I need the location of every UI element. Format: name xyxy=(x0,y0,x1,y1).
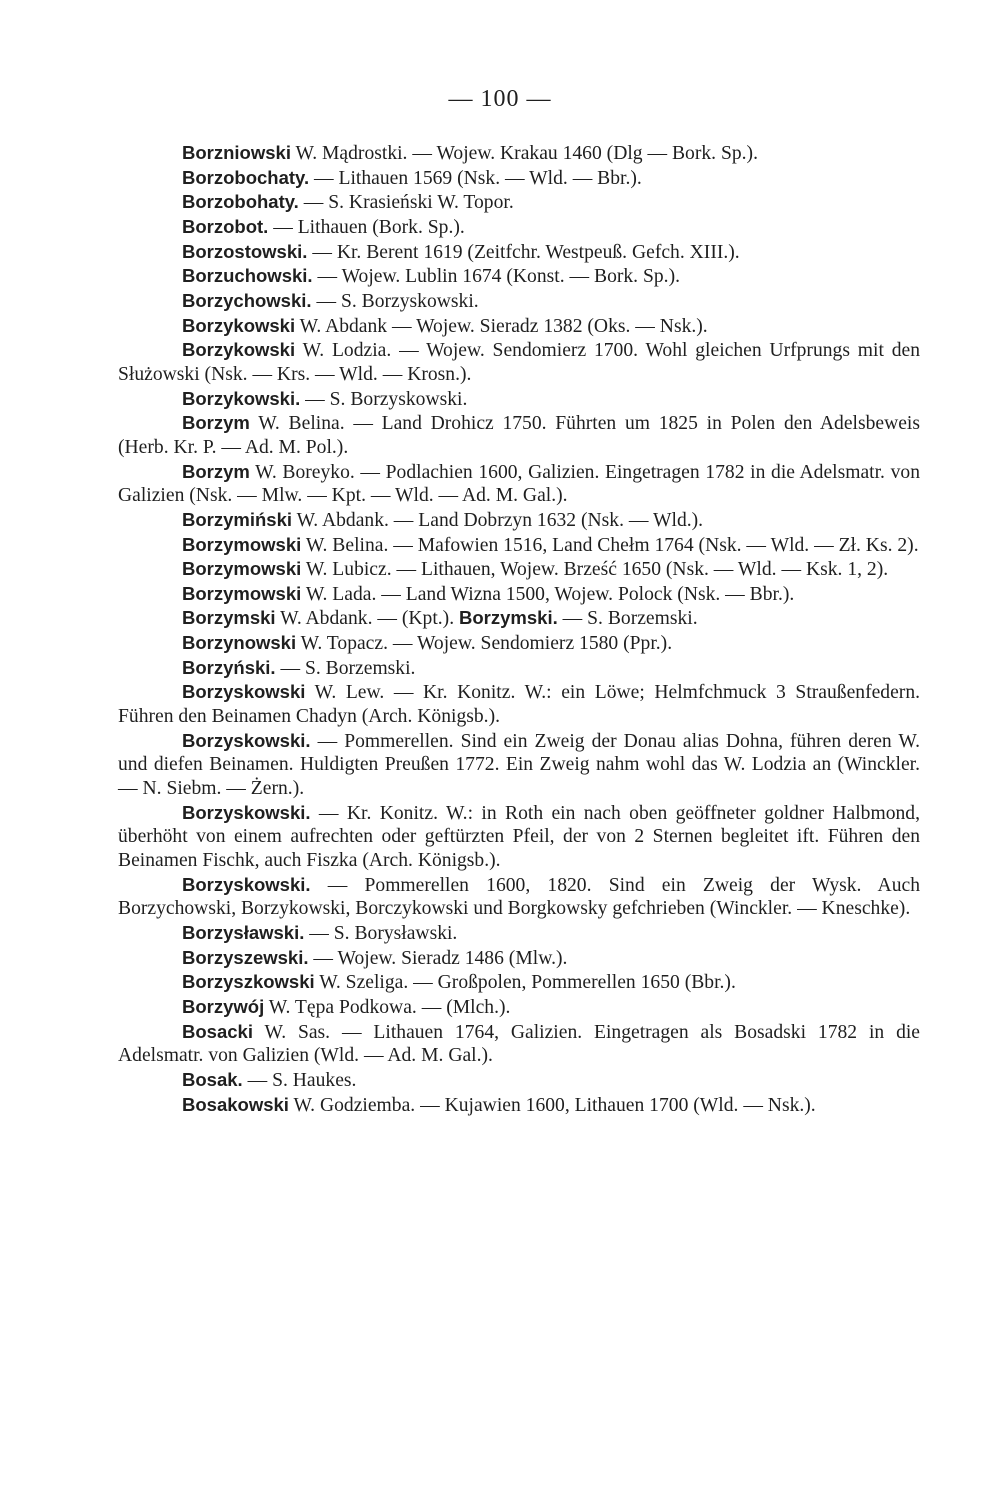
entry xyxy=(118,215,920,240)
entry xyxy=(118,508,920,533)
entry-text: W. Lada. — Land Wizna 1500, Wojew. Polock (Nsk. — Bbr.). xyxy=(305,583,795,605)
entry xyxy=(118,995,920,1020)
entry xyxy=(118,557,920,582)
entry-text: W. Mądrostki. — Wojew. Krakau 1460 (Dlg — Bork. Sp.). xyxy=(295,143,758,164)
entry-text: — S. Borysławski. xyxy=(309,923,458,944)
entry-headword: Borzobot. xyxy=(182,215,269,237)
entry xyxy=(118,606,920,631)
entry-text: — S. Borzyskowski. xyxy=(305,388,468,410)
entry-headword: Borzyszewski. xyxy=(182,946,309,968)
entry-headword: Borzysławski. xyxy=(182,922,305,943)
entry-headword: Borzymski xyxy=(182,607,276,629)
entry xyxy=(118,631,920,656)
entry xyxy=(118,582,920,607)
entry-headword: Borzobochaty. xyxy=(182,166,310,188)
entry xyxy=(118,338,920,386)
entry xyxy=(118,970,920,995)
entry xyxy=(118,314,920,339)
entry-text: W. Lodzia. — Wojew. Sendomierz 1700. Wohl gleichen Urfprungs mit den Służowski (Nsk. — Krs. — Wld. — Krosn.). xyxy=(118,340,920,385)
entry-headword: Borzychowski. xyxy=(182,289,312,311)
entry-text: — Kr. Berent 1619 (Zeitfchr. Westpeuß. Gefch. XIII.). xyxy=(312,241,740,263)
entry-text: — Lithauen 1569 (Nsk. — Wld. — Bbr.). xyxy=(314,167,642,189)
entry-headword: Borzymiński xyxy=(182,508,293,530)
entry xyxy=(118,1020,920,1068)
entry-text: W. Godziemba. — Kujawien 1600, Lithauen 1700 (Wld. — Nsk.). xyxy=(293,1094,816,1116)
entry xyxy=(118,240,920,265)
entry-text: W. Lubicz. — Lithauen, Wojew. Brześć 1650 (Nsk. — Wld. — Ksk. 1, 2). xyxy=(305,559,889,581)
entry xyxy=(118,921,920,946)
entry-headword: Borzostowski. xyxy=(182,240,308,262)
entry-text: W. Abdank — Wojew. Sieradz 1382 (Oks. — Nsk.). xyxy=(299,315,708,337)
entry-headword: Borzynowski xyxy=(182,632,297,654)
page-number: — 100 — xyxy=(448,86,552,112)
entry xyxy=(118,656,920,681)
entry xyxy=(118,289,920,314)
entry-text: W. Belina. — Mafowien 1516, Land Chełm 1764 (Nsk. — Wld. — Zł. Ks. 2). xyxy=(305,534,919,556)
entry-headword: Bosak. xyxy=(182,1068,243,1090)
entry xyxy=(118,460,920,508)
entry-headword: Borzywój xyxy=(182,995,265,1017)
entry-text: — S. Borzemski. xyxy=(562,608,698,630)
entry-text: W. Boreyko. — Podlachien 1600, Galizien. Eingetragen 1782 in die Adelsmatr. von Galizien (Nsk. — Mlw. — Kpt. — Wld. — Ad. M. Gal.). xyxy=(118,461,920,507)
entry-headword: Borzuchowski. xyxy=(182,265,313,287)
entry-text: — Wojew. Sieradz 1486 (Mlw.). xyxy=(313,947,568,969)
entry-headword: Bosacki xyxy=(182,1020,253,1042)
entry-headword: Borzyskowski xyxy=(182,681,306,703)
entry xyxy=(118,1093,920,1118)
entry xyxy=(118,141,920,166)
entry-headword: Borzykowski. xyxy=(182,387,301,409)
entry-headword: Borzykowski xyxy=(182,314,296,336)
entry-headword: Bosakowski xyxy=(182,1093,289,1115)
entry-text: — Pommerellen 1600, 1820. Sind ein Zweig der Wysk. Auch Borzychowski, Borzykowski, Borczykowski und Borgkowsky gefchrieben (Winckler. — Kneschke). xyxy=(118,874,920,920)
entry-headword: Borzymowski xyxy=(182,533,302,555)
entry-text: — Wojew. Lublin 1674 (Konst. — Bork. Sp.). xyxy=(317,266,680,288)
entry xyxy=(118,533,920,558)
entry-text: — S. Krasieński W. Topor. xyxy=(303,192,514,214)
entry-headword: Borzymowski xyxy=(182,582,302,604)
entry xyxy=(118,190,920,215)
entry xyxy=(118,801,920,873)
entry-headword: Borzymski. xyxy=(459,607,558,629)
entry-text: — Kr. Konitz. W.: in Roth ein nach oben geöffneter goldner Halbmond, überhöht von einem aufrechten oder geftürzten Pfeil, der von 2 Sternen begleitet ift. Führen den Beinamen Fischk, auch Fiszka (Arch. Königsb.). xyxy=(118,802,920,872)
entry-text: W. Sas. — Lithauen 1764, Galizien. Eingetragen als Bosadski 1782 in die Adelsmatr. von Galizien (Wld. — Ad. M. Gal.). xyxy=(118,1021,921,1067)
entry xyxy=(118,946,920,971)
entry-text: — S. Borzemski. xyxy=(280,657,416,679)
entry-headword: Borzykowski xyxy=(182,339,296,361)
entry-text: W. Lew. — Kr. Konitz. W.: ein Löwe; Helmfchmuck 3 Straußenfedern. Führen den Beinamen Chadyn (Arch. Königsb.). xyxy=(118,682,921,728)
entry-text: W. Szeliga. — Großpolen, Pommerellen 1650 (Bbr.). xyxy=(319,972,736,994)
entry-headword: Borzyskowski. xyxy=(182,801,311,823)
entry xyxy=(118,680,920,728)
entry-headword: Borzyszkowski xyxy=(182,971,315,993)
entry-text: — S. Borzyskowski. xyxy=(316,290,479,312)
entry-text: W. Tępa Podkowa. — (Mlch.). xyxy=(268,996,511,1018)
entry xyxy=(118,411,920,459)
entry-headword: Borzniowski xyxy=(182,142,291,163)
entry xyxy=(118,264,920,289)
entry-headword: Borzobohaty. xyxy=(182,191,299,213)
entry-headword: Borzyński. xyxy=(182,656,276,678)
entry xyxy=(118,873,920,921)
entry-text: W. Belina. — Land Drohicz 1750. Führten um 1825 in Polen den Adelsbeweis (Herb. Kr. P. — Ad. M. Pol.). xyxy=(118,413,921,458)
entry xyxy=(118,729,920,801)
entry-text: — Pommerellen. Sind ein Zweig der Donau alias Dohna, führen deren W. und diefen Beinamen. Huldigten Preußen 1772. Ein Zweig nahm wohl das W. Lodzia an (Winckler. — N. Siebm. — Żern.). xyxy=(118,730,920,800)
entry-headword: Borzym xyxy=(182,460,250,482)
entry xyxy=(118,1068,920,1093)
entry xyxy=(118,166,920,191)
entry-text: W. Abdank. — Land Dobrzyn 1632 (Nsk. — Wld.). xyxy=(296,509,704,531)
entry-headword: Borzymowski xyxy=(182,558,302,580)
entry-list xyxy=(118,141,920,1117)
entry-headword: Borzym xyxy=(182,412,250,434)
entry-text: W. Abdank. — (Kpt.). xyxy=(280,608,455,630)
entry-headword: Borzyskowski. xyxy=(182,873,311,895)
entry-text: — Lithauen (Bork. Sp.). xyxy=(273,216,465,238)
entry-text: — S. Haukes. xyxy=(247,1069,357,1091)
entry-headword: Borzyskowski. xyxy=(182,729,311,751)
entry xyxy=(118,387,920,412)
entry-text: W. Topacz. — Wojew. Sendomierz 1580 (Ppr.). xyxy=(300,633,673,655)
